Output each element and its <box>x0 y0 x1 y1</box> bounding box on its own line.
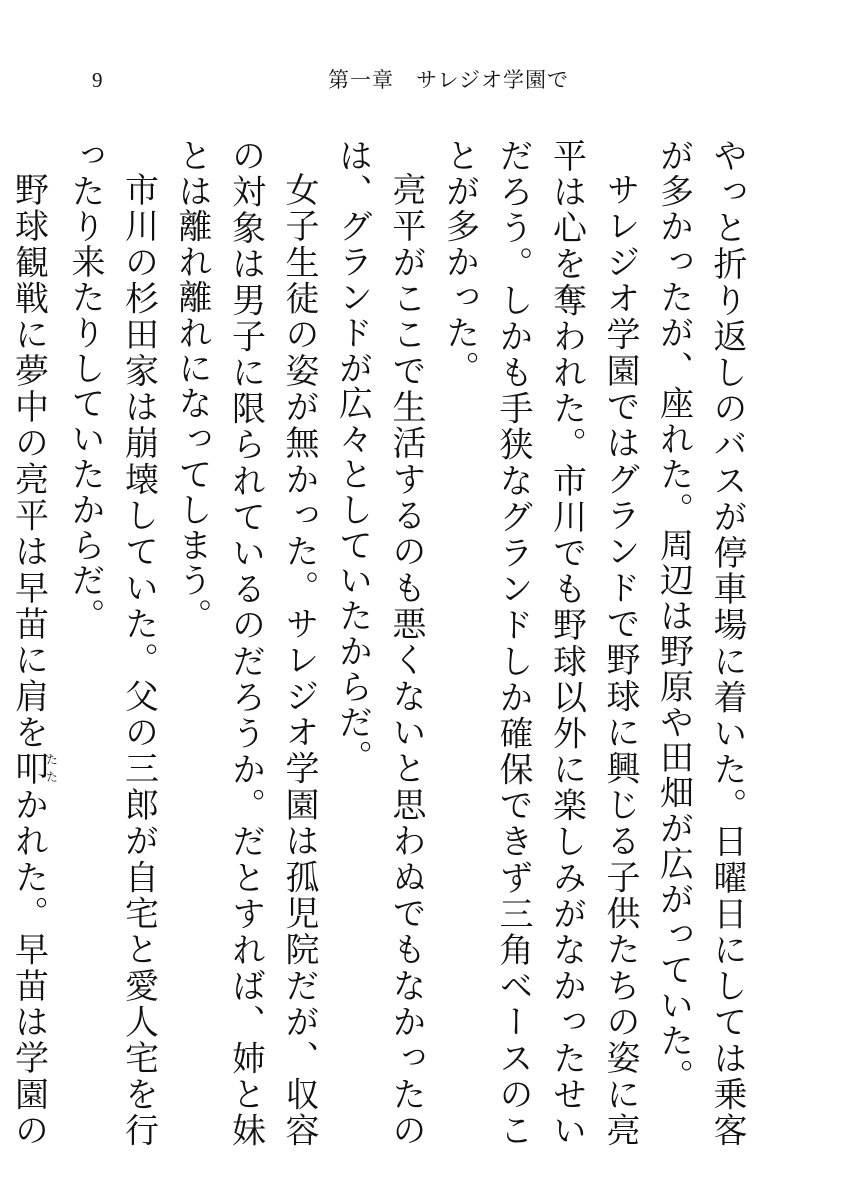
body-text <box>8 138 753 1149</box>
paragraph-3: 亮平がここで生活するのも悪くないと思わぬでもなかったのは、グランドが広々としていたからだ。 <box>332 138 426 1148</box>
paragraph-6-start: 野球観戦に夢中の亮平は早苗に肩を <box>8 172 49 751</box>
paragraph-4: 女子生徒の姿が無かった。サレジオ学園は孤児院だが、収容の対象は男子に限られているのだろうか。だとすれば、姉と妹とは離れ離れになってしまう。 <box>172 138 319 1148</box>
furigana-base: 叩 <box>8 750 49 788</box>
page-number: 9 <box>92 68 103 92</box>
paragraph-2: サレジオ学園ではグランドで野球に興じる子供たちの姿に亮平は心を奪われた。市川でも野球以外に楽しみがなかったせいだろう。しかも手狭なグランドしか確保できず三角ベースのことが多かった。 <box>439 138 640 1148</box>
furigana-reading: たた <box>44 750 59 787</box>
paragraph-6-end: かれた。早苗は学園の <box>8 787 49 1149</box>
furigana-word <box>8 750 59 788</box>
paragraph-6 <box>0 138 58 1148</box>
running-header: 第一章 サレジオ学園で <box>328 68 570 92</box>
paragraph-1: やっと折り返しのバスが停車場に着いた。日曜日にしては乗客が多かったが、座れた。周辺は野原や田畑が広がっていた。 <box>653 138 747 1148</box>
paragraph-5: 市川の杉田家は崩壊していた。父の三郎が自宅と愛人宅を行ったり来たりしていたからだ。 <box>65 138 159 1148</box>
